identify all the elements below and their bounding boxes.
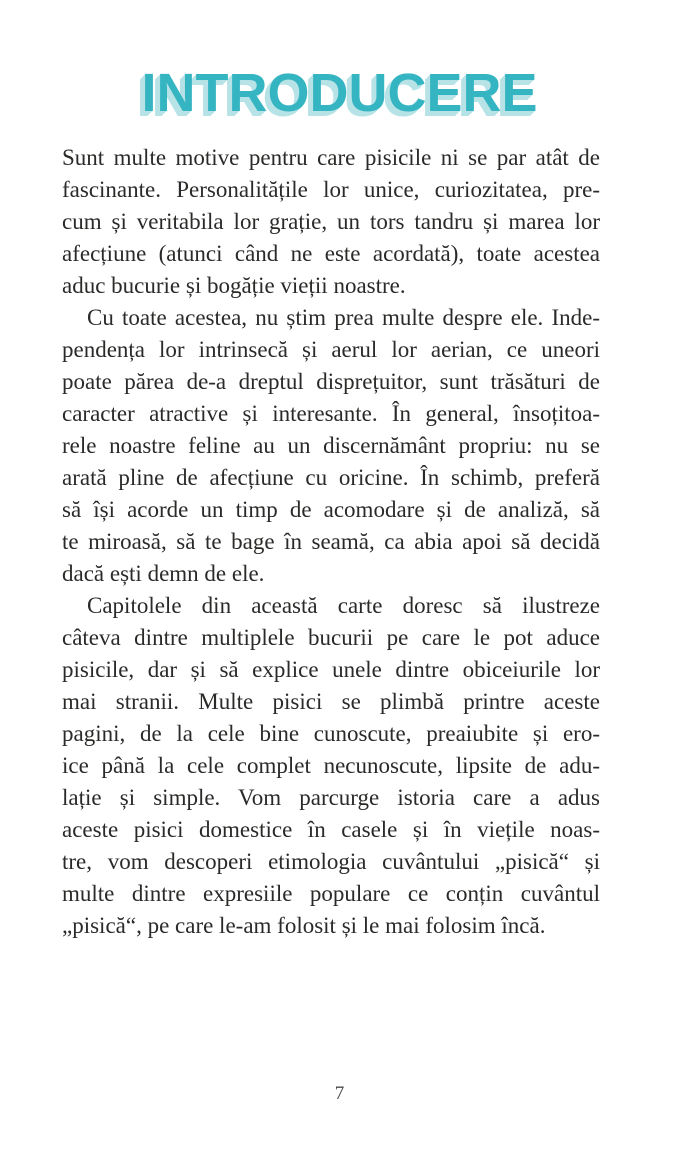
text-line: „pisică“, pe care le-am folosit și le mai folosim încă. xyxy=(62,913,546,938)
body-text xyxy=(62,142,600,942)
text-line: multe dintre expresiile populare ce conțin cuvântul xyxy=(62,881,600,906)
text-line: fascinante. Personalitățile lor unice, curiozitatea, pre- xyxy=(62,177,600,202)
text-line: Sunt multe motive pentru care pisicile ni se par atât de xyxy=(62,145,600,170)
text-line: mai stranii. Multe pisici se plimbă printre aceste xyxy=(62,689,600,714)
text-line: caracter atractive și interesante. În general, însoțitoa- xyxy=(62,401,600,426)
text-line: poate părea de-a dreptul disprețuitor, sunt trăsături de xyxy=(62,369,600,394)
text-line: câteva dintre multiplele bucurii pe care le pot aduce xyxy=(62,625,600,650)
text-line: Capitolele din această carte doresc să ilustreze xyxy=(87,593,600,618)
book-page xyxy=(0,63,679,1164)
text-line: pagini, de la cele bine cunoscute, preaiubite și ero- xyxy=(62,721,600,746)
text-line: afecțiune (atunci când ne este acordată), toate acestea xyxy=(62,241,600,266)
text-line: aceste pisici domestice în casele și în viețile noas- xyxy=(62,817,600,842)
text-line: pisicile, dar și să explice unele dintre obiceiurile lor xyxy=(62,657,600,682)
text-line: dacă ești demn de ele. xyxy=(62,561,265,586)
text-line: te miroasă, să te bage în seamă, ca abia apoi să decidă xyxy=(62,529,600,554)
text-line: cum și veritabila lor grație, un tors tandru și marea lor xyxy=(62,209,600,234)
text-line: tre, vom descoperi etimologia cuvântului „pisică“ și xyxy=(62,849,600,874)
text-line: Cu toate acestea, nu știm prea multe despre ele. Inde- xyxy=(87,305,600,330)
text-line: arată pline de afecțiune cu oricine. În schimb, preferă xyxy=(62,465,600,490)
paragraph xyxy=(62,590,600,942)
page-title: INTRODUCERE xyxy=(141,63,538,123)
paragraph xyxy=(62,142,600,302)
page-number: 7 xyxy=(334,1083,345,1104)
text-line: aduc bucurie și bogăție vieții noastre. xyxy=(62,273,406,298)
paragraph xyxy=(62,302,600,590)
text-line: pendența lor intrinsecă și aerul lor aerian, ce uneori xyxy=(62,337,600,362)
text-line: să își acorde un timp de acomodare și de analiză, să xyxy=(62,497,600,522)
text-line: ice până la cele complet necunoscute, lipsite de adu- xyxy=(62,753,600,778)
text-line: lație și simple. Vom parcurge istoria care a adus xyxy=(62,785,600,810)
text-line: rele noastre feline au un discernământ propriu: nu se xyxy=(62,433,600,458)
